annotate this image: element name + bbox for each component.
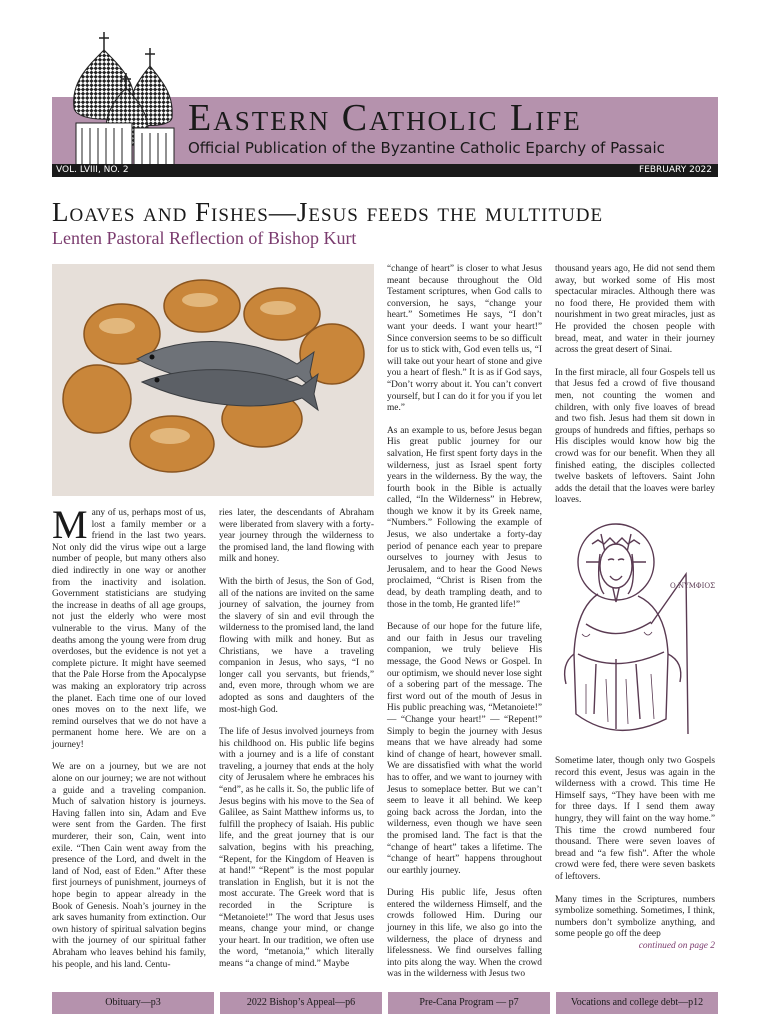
bridegroom-icon-illustration: [556, 514, 718, 752]
paragraph: The life of Jesus involved journeys from his childhood on. His public life begins with a journey and is a life of constant traveling, a journey that ends at the holy city of Jerusalem where he embraces his “end”, as he calls it. So, the public life of Jesus begins with his move to the Sea of Galilee, as Saint Matthew informs us, to fulfill the prophecy of Isaiah. His public life, and the great journey that is our salvation, begins with his preaching, “Repent, for the Kingdom of Heaven is at hand!” “Repent” is the most popular translation in English, but it is not the most accurate. The Greek word that is recorded in the Scripture is “Metanoiete!” The word that Jesus uses means, change your mind, or change your heart. In our tradition, we often use the word, “metanoia,” which literally means “a change of mind.” Maybe: [219, 727, 374, 969]
paragraph: With the birth of Jesus, the Son of God, all of the nations are invited on the same journey of salvation, the journey from the slavery of sin and evil through the wilderness to the promised land, the land flowing with milk and honey. But as Christians, we have a traveling companion in Jesus, who says, “I no longer call you servants, but friends,” and, even more, through whom we are adopted as sons and daughters of the most-high God.: [219, 576, 374, 715]
volume-number: VOL. LVIII, NO. 2: [56, 165, 129, 175]
paragraph: In the first miracle, all four Gospels tell us that Jesus fed a crowd of five thousand men, not counting the women and children, with only five loaves of bread and two fish. Jesus had them sit down in groups of hundreds and fifties, perhaps so His disciples would know how big the crowd was for our benefit. When they all finished eating, the disciples collected twelve baskets of leftovers. Saint John adds the detail that the loaves were barley loaves.: [555, 367, 715, 506]
footer-navigation: [52, 992, 718, 1014]
paragraph: Many times in the Scriptures, numbers symbolize something. Sometimes, I think, numbers don’t symbolize anything, and some people go off the deep: [555, 894, 715, 940]
article-column-1: [52, 502, 206, 982]
paragraph: ries later, the descendants of Abraham were liberated from slavery with a forty-year journey through the wilderness to the promised land, the land flowing with milk and honey.: [219, 508, 374, 565]
paragraph: Because of our hope for the future life, and our faith in Jesus our traveling companion, we truly believe His message, the Good News or Gospel. In our optimism, we should never lose sight of a sobering part of the message. The first word out of the mouth of Jesus in His public preaching was, “Metanoiete!” — “Change your heart!” — “Repent!” Simply to begin the journey with Jesus means that we have already had some kind of change of heart, however small. We are dissatisfied with what the world has to offer, and we want to journey with Jesus to someplace better. But we can’t seem to leave it all behind. We keep going back across the Jordan, into the wilderness, even though we have seen the promised land. The fact is that the “change of heart” takes a lifetime. The “change of heart” happens throughout our earthly journey.: [387, 622, 542, 876]
paragraph: thousand years ago, He did not send them away, but worked some of His most spectacular miracles. Although there was no food there, He provided them with nourishment in two great miracles, just as He provided the chosen people with bread, meat, and water in their journey across the great desert of Sinai.: [555, 264, 715, 356]
paragraph: We are on a journey, but we are not alone on our journey; we are not without a guide and a traveling companion. Much of salvation history is journeys. Having fallen into sin, Adam and Eve were sent from the Garden. The first murderer, their son, Cain, went into exile. “Then Cain went away from the presence of the Lord, and dwelt in the land of Nod, east of Eden.” After these first journeys of punishment, journeys of hope begin to appear already in the Book of Genesis. Noah’s journey in the ark saves humanity from extinction. Our own history of spiritual salvation begins with the journey of our spiritual father Abraham who leaves behind his family, his people, and his land. Centu-: [52, 762, 206, 970]
article-column-3: [387, 264, 542, 992]
loaves-and-fishes-photo: [52, 264, 374, 496]
continued-link[interactable]: continued on page 2: [638, 940, 715, 951]
paragraph: During His public life, Jesus often entered the wilderness Himself, and the crowds followed Him. During our journey in this life, we also go into the wilderness, the place of dryness and lifelessness. We find ourselves falling into pits along the way. When the crowd was in the wilderness with Jesus two: [387, 888, 542, 980]
issue-date: FEBRUARY 2022: [639, 165, 712, 175]
article-subhead: Lenten Pastoral Reflection of Bishop Kurt: [52, 228, 357, 248]
masthead-info-bar: [52, 164, 718, 177]
publication-subtitle: Official Publication of the Byzantine Catholic Eparchy of Passaic: [188, 139, 665, 157]
footer-link-bishops-appeal[interactable]: 2022 Bishop’s Appeal—p6: [220, 992, 382, 1014]
footer-link-vocations[interactable]: Vocations and college debt—p12: [556, 992, 718, 1014]
article-column-2: [219, 508, 374, 982]
paragraph: As an example to us, before Jesus began His great public journey for our salvation, He first spent forty days in the wilderness, just as Israel spent forty years in the wilderness. By the way, the fourth book in the Bible is actually called, “In the Wilderness” in Hebrew, though we know it by its Greek name, “Numbers.” Following the example of Jesus, we also undertake a forty-day period of penance each year to prepare ourselves to journey with Jesus to Jerusalem, and to hear the Good News proclaimed, “Christ is Risen from the dead, by death trampling death, and to those in the tomb, He granted life!”: [387, 425, 542, 610]
paragraph: Sometime later, though only two Gospels record this event, Jesus was again in the wilderness with a crowd. This time He Himself says, “They have been with me for three days. If I send them away hungry, they will faint on the way home.” This time the crowd numbered four thousand. There were seven loaves of bread and “a few fish”. After the whole crowd were fed, there were seven baskets of leftovers.: [555, 756, 715, 882]
icon-inscription: Ο ΝΥΜΦΙΟΣ: [670, 582, 716, 590]
paragraph: “change of heart” is closer to what Jesus meant because throughout the Old Testament scriptures, when God calls to conversion, he says, “change your heart.” Sometimes He says, “I don’t want your deeds. I want your heart!” Since conversion seems to be so difficult for us to stick with, God even tells us, “I will take out your heart of stone and give you a heart of flesh.” It is as if God says, “Don’t worry about it. You can’t convert yourself, but I can do it for you if you let me.”: [387, 264, 542, 414]
footer-link-pre-cana[interactable]: Pre-Cana Program — p7: [388, 992, 550, 1014]
article-column-4-bottom: [555, 756, 715, 953]
church-domes-logo: [66, 28, 188, 178]
article-headline: Loaves and Fishes—Jesus feeds the multitude: [52, 197, 604, 227]
footer-link-obituary[interactable]: Obituary—p3: [52, 992, 214, 1014]
paragraph: Many of us, perhaps most of us, lost a family member or a friend in the last two years. Not only did the virus wipe out a large number of people, but many others also died indirectly in one way or another from the inactivity and isolation. Government statisticians are studying the increase in deaths of all age groups, not just the elderly who were most vulnerable to the virus. Many of the deaths among the young were from drug overdoses, but the evidence is not yet a complete picture. It might have seemed that the Pale Horse from the Apocalypse was making an exploratory trip across the planet. Each time one of our loved ones moves on to the next life, we remind ourselves that we do not have a permanent home here. We are on a journey!: [52, 502, 206, 750]
article-column-4-top: [555, 264, 715, 518]
drop-cap: M: [52, 502, 88, 547]
publication-title: Eastern Catholic Life: [188, 97, 582, 139]
